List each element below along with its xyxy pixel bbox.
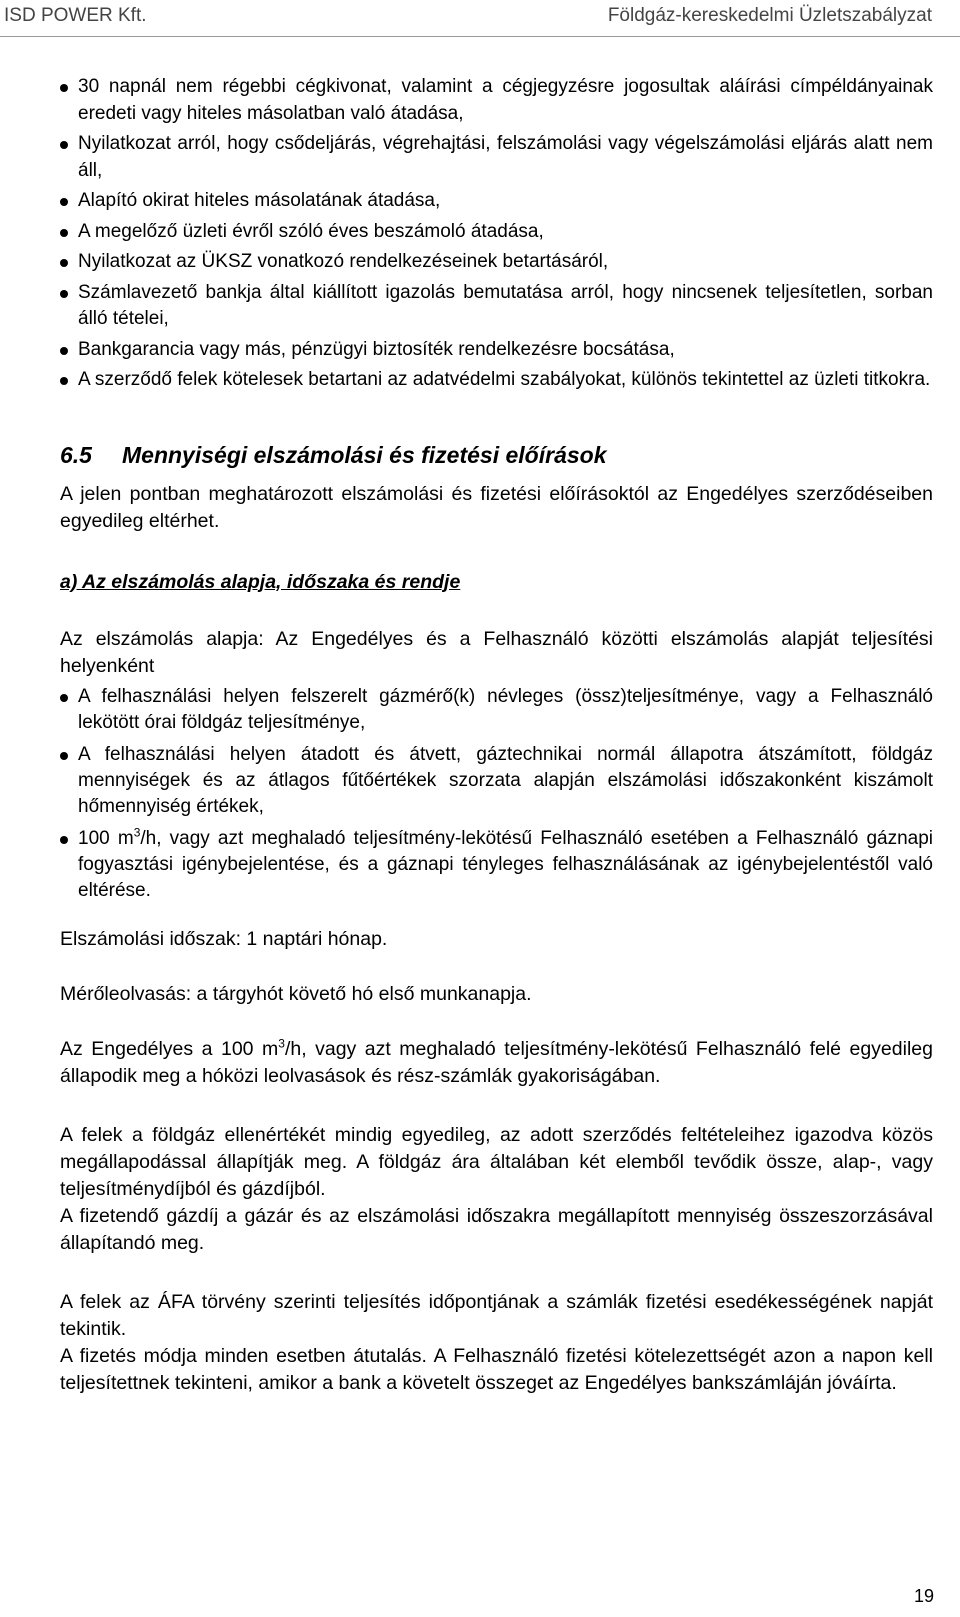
paragraph-text: /h, vagy azt meghaladó teljesítmény-lekötésű Felhasználó felé egyedileg állapodik meg a hóközi leolvasások és rész-számlák gyakoriságában. xyxy=(60,1037,933,1087)
list-item: A megelőző üzleti évről szóló éves beszámoló átadása, xyxy=(60,219,933,246)
document-title: Földgáz-kereskedelmi Üzletszabályzat xyxy=(607,5,932,26)
page-content xyxy=(60,74,933,1397)
list-item: A felhasználási helyen átadott és átvett, gáztechnikai normál állapotra átszámított, földgáz mennyiségek és az átlagos fűtőértékek szorzata alapján elszámolási időszakonként kiszámolt hőmennyiség értékek, xyxy=(60,742,933,820)
list-item: Számlavezető bankja által kiállított igazolás bemutatása arról, hogy nincsenek teljesítetlen, sorban álló tételei, xyxy=(60,280,933,333)
list-item: A felhasználási helyen felszerelt gázmérő(k) névleges (össz)teljesítménye, vagy a Felhasználó lekötött órai földgáz teljesítménye, xyxy=(60,684,933,736)
section-heading xyxy=(60,442,933,469)
paragraph-text: Az Engedélyes a 100 m xyxy=(60,1037,279,1060)
payment-paragraph: A fizetés módja minden esetben átutalás. A Felhasználó fizetési kötelezettségét azon a napon kell teljesítettnek tekinteni, amikor a bank a követelt összeget az Engedélyes bankszámláján jóváírta. xyxy=(60,1344,933,1394)
superscript: 3 xyxy=(133,825,141,840)
list-item: Nyilatkozat arról, hogy csődeljárás, végrehajtási, felszámolási vagy végelszámolási eljárás alatt nem áll, xyxy=(60,131,933,184)
section-number: 6.5 xyxy=(60,441,92,468)
list-item-text: /h, vagy azt meghaladó teljesítmény-lekötésű Felhasználó esetében a Felhasználó gáznapi fogyasztási igénybejelentése, és a gáznapi tényleges felhasználásának az igénybejelentéstől való eltérése. xyxy=(78,827,933,901)
company-name: ISD POWER Kft. xyxy=(4,5,147,26)
basis-intro: Az elszámolás alapja: Az Engedélyes és a Felhasználó közötti elszámolás alapját teljesítési helyenként xyxy=(60,627,933,677)
section-intro: A jelen pontban meghatározott elszámolási és fizetési előírásoktól az Engedélyes szerződéseiben egyedileg eltérhet. xyxy=(60,482,933,532)
list-item: A szerződő felek kötelesek betartani az adatvédelmi szabályokat, különös tekintettel az üzleti titkokra. xyxy=(60,367,933,394)
page-header xyxy=(0,0,960,37)
page-number: 19 xyxy=(913,1586,934,1606)
basis-list xyxy=(60,684,933,904)
vat-paragraph: A felek az ÁFA törvény szerinti teljesítés időpontjának a számlák fizetési esedékességének napját tekintik. xyxy=(60,1290,933,1340)
subsection-heading: a) Az elszámolás alapja, időszaka és rendje xyxy=(60,570,461,593)
meter-reading: Mérőleolvasás: a tárgyhót követő hó első munkanapja. xyxy=(60,982,532,1005)
requirements-list xyxy=(60,74,933,394)
price-paragraph: A felek a földgáz ellenértékét mindig egyedileg, az adott szerződés feltételeihez igazodva közös megállapodással állapítják meg. A földgáz ára általában két elemből tevődik össze, alap-, vagy teljesítménydíjból és gázdíjból. xyxy=(60,1123,933,1200)
list-item-text: 100 m xyxy=(78,827,134,849)
big-user-paragraph xyxy=(60,1036,933,1090)
list-item: Bankgarancia vagy más, pénzügyi biztosíték rendelkezésre bocsátása, xyxy=(60,337,933,364)
gas-fee-paragraph: A fizetendő gázdíj a gázár és az elszámolási időszakra megállapított mennyiség összeszorzásával állapítandó meg. xyxy=(60,1204,933,1254)
superscript: 3 xyxy=(278,1036,285,1050)
list-item: Nyilatkozat az ÜKSZ vonatkozó rendelkezéseinek betartásáról, xyxy=(60,249,933,276)
list-item: 30 napnál nem régebbi cégkivonat, valamint a cégjegyzésre jogosultak aláírási címpéldányainak eredeti vagy hiteles másolatban való átadása, xyxy=(60,74,933,127)
list-item: Alapító okirat hiteles másolatának átadása, xyxy=(60,188,933,215)
section-title: Mennyiségi elszámolási és fizetési előírások xyxy=(122,441,607,468)
billing-period: Elszámolási időszak: 1 naptári hónap. xyxy=(60,927,388,950)
list-item xyxy=(60,826,933,904)
